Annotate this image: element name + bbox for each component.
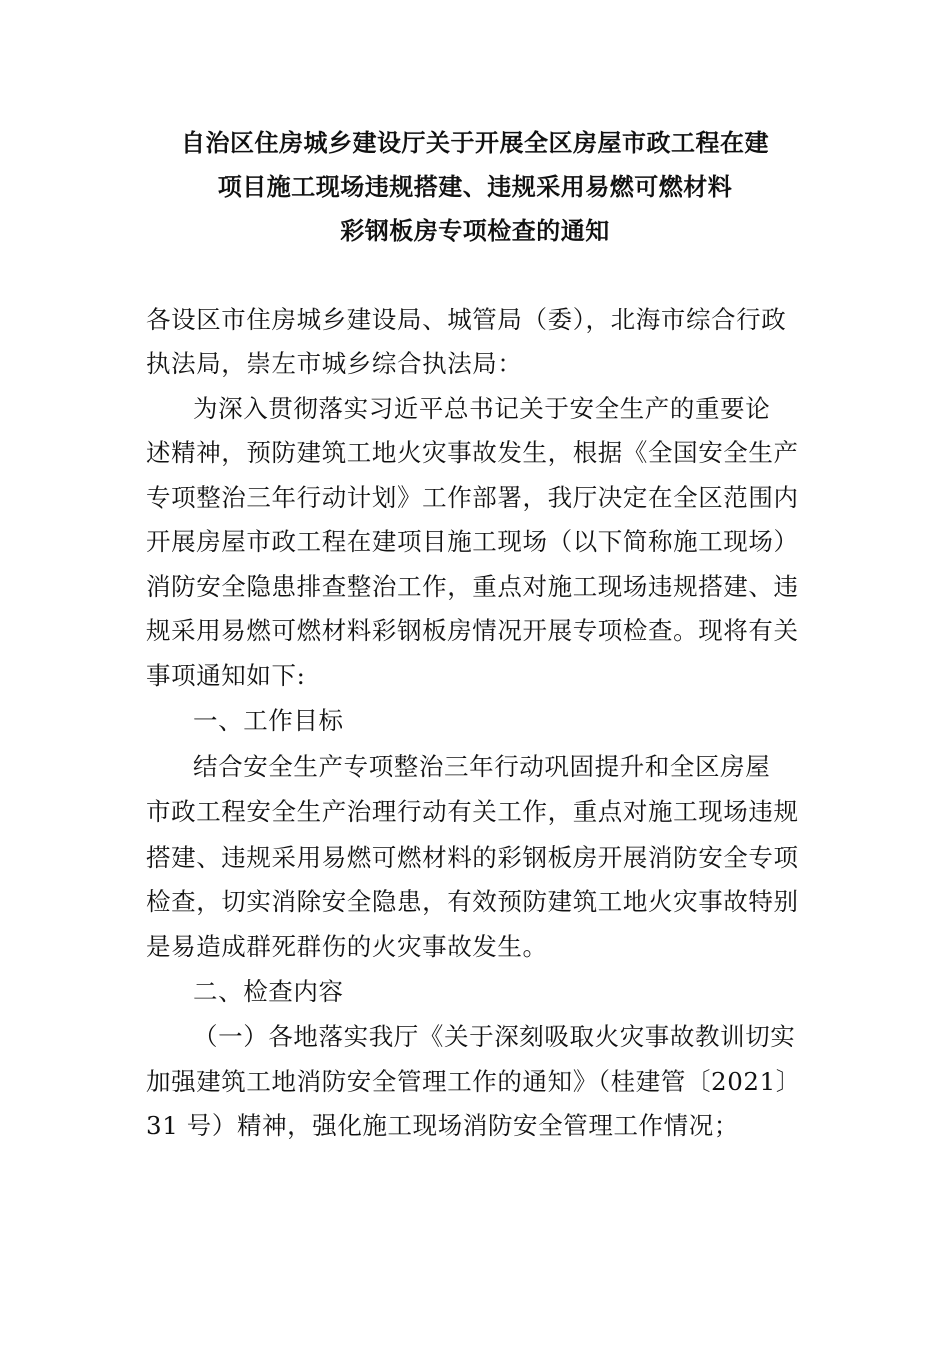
- body-line: 结合安全生产专项整治三年行动巩固提升和全区房屋: [193, 752, 771, 781]
- body-line: 各设区市住房城乡建设局、城管局（委），北海市综合行政: [146, 305, 787, 334]
- section-heading-work-goal: 一、工作目标: [193, 706, 344, 735]
- document-title-line-1: 自治区住房城乡建设厅关于开展全区房屋市政工程在建: [181, 128, 769, 157]
- body-line: 加强建筑工地消防安全管理工作的通知》（桂建管〔2021〕: [146, 1067, 801, 1096]
- body-line: 开展房屋市政工程在建项目施工现场（以下简称施工现场）: [146, 527, 799, 556]
- body-line: 是易造成群死群伤的火灾事故发生。: [146, 932, 548, 961]
- body-line: 检查，切实消除安全隐患，有效预防建筑工地火灾事故特别: [146, 887, 799, 916]
- body-line: 31 号）精神，强化施工现场消防安全管理工作情况；: [146, 1111, 739, 1140]
- section-heading-inspection-content: 二、检查内容: [193, 977, 344, 1006]
- body-line: 执法局，崇左市城乡综合执法局：: [146, 349, 523, 378]
- document-title-line-2: 项目施工现场违规搭建、违规采用易燃可燃材料: [217, 172, 733, 201]
- body-line: 专项整治三年行动计划》工作部署，我厅决定在全区范围内: [146, 483, 799, 512]
- body-line: 市政工程安全生产治理行动有关工作，重点对施工现场违规: [146, 797, 799, 826]
- body-line: 述精神，预防建筑工地火灾事故发生，根据《全国安全生产: [146, 438, 799, 467]
- body-line: 消防安全隐患排查整治工作，重点对施工现场违规搭建、违: [146, 572, 799, 601]
- body-line: 搭建、违规采用易燃可燃材料的彩钢板房开展消防安全专项: [146, 843, 799, 872]
- body-line: 规采用易燃可燃材料彩钢板房情况开展专项检查。现将有关: [146, 616, 799, 645]
- body-line: （一）各地落实我厅《关于深刻吸取火灾事故教训切实: [193, 1022, 796, 1051]
- body-line: 为深入贯彻落实习近平总书记关于安全生产的重要论: [193, 394, 771, 423]
- document-title-line-3: 彩钢板房专项检查的通知: [340, 216, 610, 245]
- body-line: 事项通知如下:: [146, 661, 306, 690]
